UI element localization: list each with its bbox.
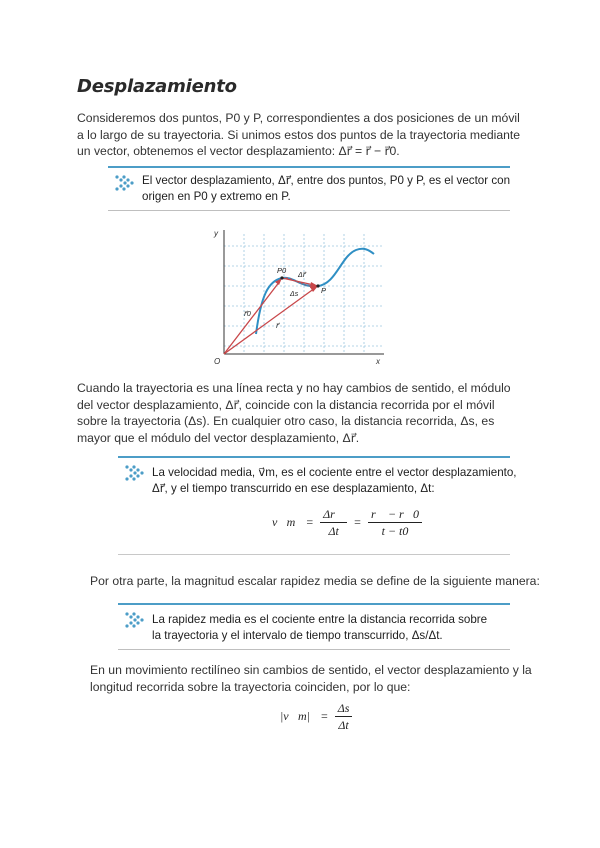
r0-label: r⃗0 — [244, 311, 251, 318]
rapidez-formula — [276, 700, 352, 733]
formula-num-2: r⃗ − r⃗0 — [368, 506, 422, 523]
para4-line-2: longitud recorrida sobre la trayectoria coinciden, por lo que: — [90, 679, 411, 694]
formula-fraction-2 — [368, 506, 422, 539]
def-velocidad-line-1: La velocidad media, v⃗m, es el cociente entre el vector desplazamiento, — [152, 466, 517, 479]
formula-den-2: t − t0 — [381, 524, 409, 538]
chevron-bullet-icon — [114, 174, 136, 192]
paragraph-rectilineo — [90, 662, 532, 695]
intro-line-3: un vector, obtenemos el vector desplazamiento: Δr⃗ = r⃗ − r⃗0. — [77, 144, 400, 158]
def-desplazamiento-line-1: El vector desplazamiento, Δr⃗, entre dos puntos, P0 y P, es el vector con — [142, 174, 511, 187]
intro-line-1: Consideremos dos puntos, P0 y P, correspondientes a dos posiciones de un móvil — [77, 111, 520, 125]
formula-vm: v⃗m — [272, 515, 296, 529]
y-axis-label: y — [214, 229, 218, 238]
x-axis-label: x — [376, 357, 380, 366]
p0-label: P0 — [277, 266, 287, 275]
def-rapidez-line-1: La rapidez media es el cociente entre la distancia recorrida sobre — [152, 613, 488, 626]
definition-box-desplazamiento — [108, 166, 510, 211]
trajectory-curve — [256, 249, 374, 334]
delta-r-vector — [282, 278, 314, 285]
para2-line-3: sobre la trayectoria (Δs). En cualquier otro caso, la distancia recorrida, Δs, es — [77, 414, 495, 428]
figure-grid — [224, 234, 382, 354]
formula-num-1: Δr⃗ — [320, 506, 347, 523]
formula-den-1: Δt — [328, 524, 339, 538]
paragraph-rapidez — [90, 573, 540, 590]
def-desplazamiento-line-2: origen en P0 y extremo en P. — [142, 189, 291, 203]
formula-fraction-3 — [335, 700, 353, 733]
formula-den-3: Δt — [338, 718, 349, 732]
velocidad-media-formula — [268, 506, 422, 539]
chevron-bullet-icon — [124, 464, 146, 482]
formula-equals-2: = — [354, 515, 361, 529]
para2-line-4: mayor que el módulo del vector desplazamiento, Δr⃗. — [77, 430, 360, 445]
para2-line-1: Cuando la trayectoria es una línea recta y no hay cambios de sentido, el módulo — [77, 381, 511, 395]
para2-line-2: del vector desplazamiento, Δr⃗, coincide con la distancia recorrida por el móvil — [77, 397, 495, 412]
r-vector — [224, 288, 315, 354]
trajectory-figure — [206, 226, 390, 368]
delta-r-label: Δr⃗ — [298, 272, 306, 279]
formula-equals-3: = — [320, 709, 328, 723]
r-label: r⃗ — [276, 323, 279, 330]
definition-box-rapidez-media — [118, 603, 510, 650]
p-label: P — [321, 286, 327, 295]
formula-num-3: Δs — [335, 700, 353, 717]
intro-paragraph — [77, 110, 520, 160]
formula-equals-1: = — [306, 515, 314, 529]
section-title: Desplazamiento — [77, 76, 237, 97]
origin-label: O — [214, 357, 221, 366]
def-velocidad-line-2: Δr⃗, y el tiempo transcurrido en ese desplazamiento, Δt: — [152, 481, 435, 495]
chevron-bullet-icon — [124, 611, 146, 629]
delta-s-label: Δs — [290, 291, 299, 298]
definition-box-velocidad-media — [118, 456, 517, 555]
para3-line-1: Por otra parte, la magnitud escalar rapidez media se define de la siguiente manera: — [90, 574, 540, 588]
paragraph-trayectoria — [77, 380, 511, 446]
point-p — [316, 284, 319, 287]
r0-vector — [224, 281, 280, 354]
point-p0 — [280, 276, 283, 279]
formula-abs-vm: |v⃗m| — [280, 709, 310, 723]
formula-fraction-1 — [320, 506, 347, 539]
intro-line-2: a lo largo de su trayectoria. Si unimos estos dos puntos de la trayectoria mediante — [77, 127, 521, 142]
para4-line-1: En un movimiento rectilíneo sin cambios de sentido, el vector desplazamiento y la — [90, 663, 532, 677]
def-rapidez-line-2: la trayectoria y el intervalo de tiempo transcurrido, Δs/Δt. — [152, 628, 443, 642]
